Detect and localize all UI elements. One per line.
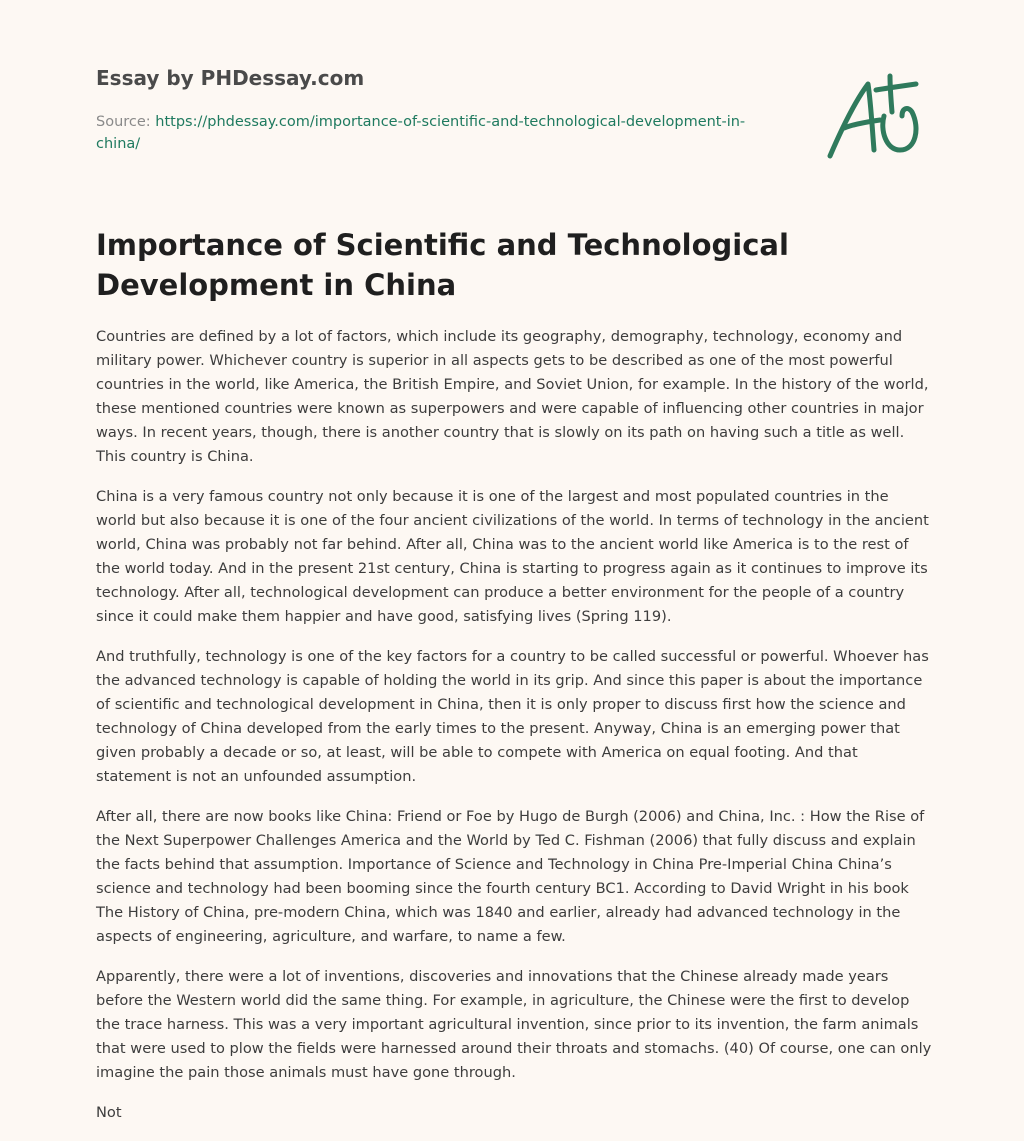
paragraph: Not [96, 1104, 122, 1121]
paragraph: After all, there are now books like China: Friend or Foe by Hugo de Burgh (2006) and China, Inc. : How the Rise of the Next Superpower Challenges America and the World by Ted C. Fishman (2006) that fully discuss and explain the facts behind that assumption. Importance of Science and Technology in China Pre-Imperial China China’s science and technology had been booming since the fourth century BC1. According to David Wright in his book The History of China, pre-modern China, which was 1840 and earlier, already had advanced technology in the aspects of engineering, agriculture, and warfare, to name a few. [96, 808, 925, 945]
essay-body [96, 325, 932, 1141]
paragraph: Apparently, there were a lot of inventions, discoveries and innovations that the Chinese already made years before the Western world did the same thing. For example, in agriculture, the Chinese were the first to develop the trace harness. This was a very important agricultural invention, since prior to its invention, the farm animals that were used to plow the fields were harnessed around their throats and stomachs. (40) Of course, one can only imagine the pain those animals must have gone through. [96, 968, 932, 1081]
source-line [96, 111, 756, 155]
site-brand: Essay by PHDessay.com [96, 66, 365, 90]
paragraph: And truthfully, technology is one of the key factors for a country to be called successful or powerful. Whoever has the advanced technology is capable of holding the world in its grip. And since this paper is about the importance of scientific and technological development in China, then it is only proper to discuss first how the science and technology of China developed from the early times to the present. Anyway, China is an emerging power that given probably a decade or so, at least, will be able to compete with America on equal footing. And that statement is not an unfounded assumption. [96, 648, 929, 785]
source-label: Source: [96, 114, 151, 130]
paragraph: China is a very famous country not only because it is one of the largest and most populated countries in the world but also because it is one of the four ancient civilizations of the world. In terms of technology in the ancient world, China was probably not far behind. After all, China was to the ancient world like America is to the rest of the world today. And in the present 21st century, China is starting to progress again as it continues to improve its technology. After all, technological development can produce a better environment for the people of a country since it could make them happier and have good, satisfying lives (Spring 119). [96, 488, 929, 625]
source-link[interactable]: https://phdessay.com/importance-of-scientific-and-technological-development-in-china/ [96, 114, 746, 152]
paragraph: Countries are defined by a lot of factors, which include its geography, demography, technology, economy and military power. Whichever country is superior in all aspects gets to be described as one of the most powerful countries in the world, like America, the British Empire, and Soviet Union, for example. In the history of the world, these mentioned countries were known as superpowers and were capable of influencing other countries in major ways. In recent years, though, there is another country that is slowly on its path on having such a title as well. This country is China. [96, 328, 929, 465]
a-plus-logo [824, 70, 924, 164]
essay-title: Importance of Scientific and Technological Development in China [96, 228, 789, 302]
